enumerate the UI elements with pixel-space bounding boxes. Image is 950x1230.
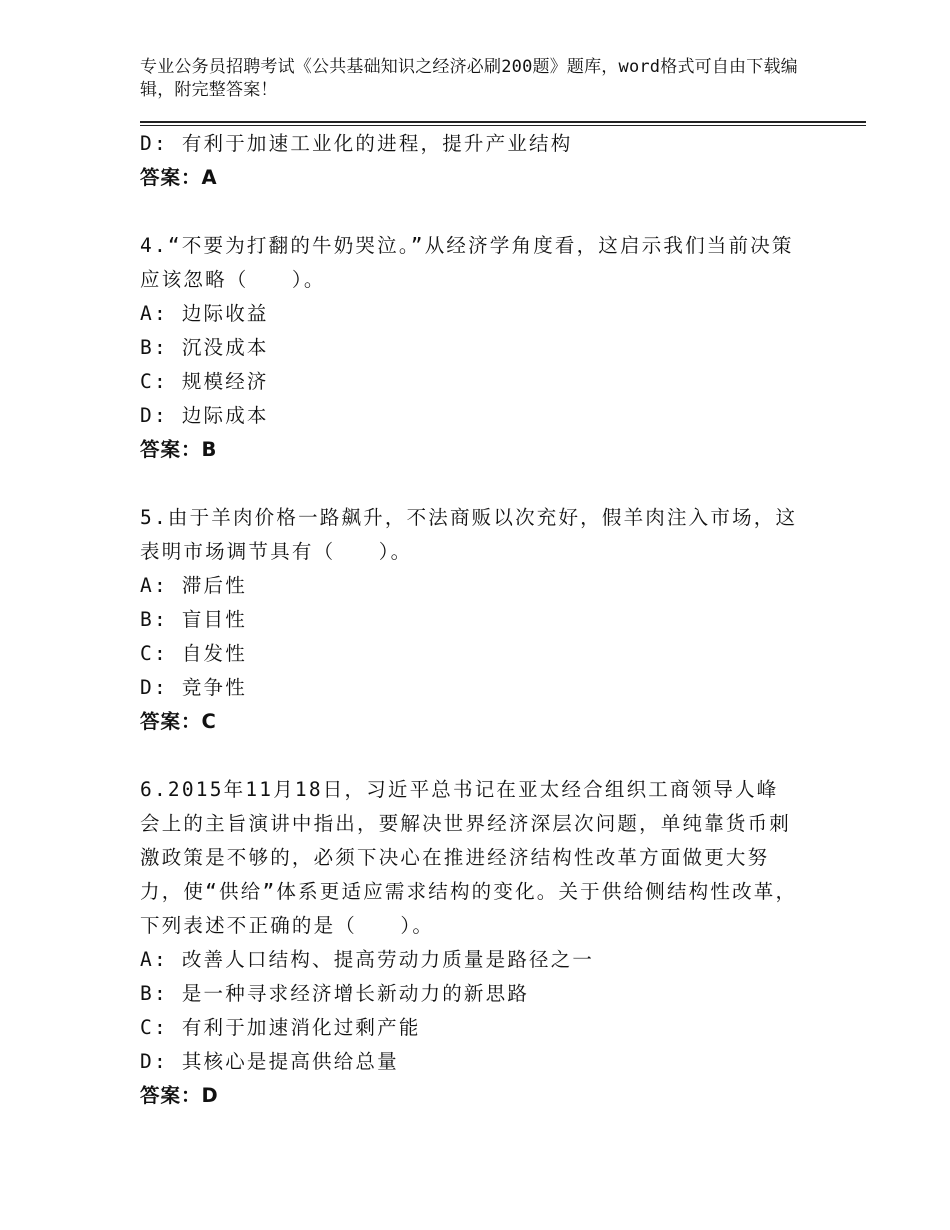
- option-d: D: 其核心是提高供给总量: [140, 1050, 399, 1073]
- answer: 答案：D: [140, 1084, 219, 1107]
- option-a: A: 滞后性: [140, 574, 247, 597]
- answer: 答案：C: [140, 710, 217, 733]
- spacer: [140, 739, 800, 773]
- question-4: [140, 229, 800, 467]
- option-c: C: 有利于加速消化过剩产能: [140, 1016, 421, 1039]
- option-b: B: 沉没成本: [140, 336, 269, 359]
- header-rule-thick: [140, 121, 866, 123]
- option-d: D: 竞争性: [140, 676, 247, 699]
- question-content: [140, 127, 800, 1113]
- option-b: B: 盲目性: [140, 608, 247, 631]
- option-c: C: 自发性: [140, 642, 247, 665]
- option-b: B: 是一种寻求经济增长新动力的新思路: [140, 982, 530, 1005]
- answer: 答案：B: [140, 438, 218, 461]
- question-stem: 5.由于羊肉价格一路飙升，不法商贩以次充好，假羊肉注入市场，这表明市场调节具有（ ）。: [140, 506, 798, 563]
- question-6: [140, 773, 800, 1113]
- header-rule-thin: [140, 125, 866, 126]
- spacer: [140, 195, 800, 229]
- question-stem: 6.2015年11月18日，习近平总书记在亚太经合组织工商领导人峰会上的主旨演讲中指出，要解决世界经济深层次问题，单纯靠货币刺激政策是不够的，必须下决心在推进经济结构性改革方面做更大努力，使“供给”体系更适应需求结构的变化。关于供给侧结构性改革，下列表述不正确的是（ ）。: [140, 778, 798, 937]
- option-a: A: 改善人口结构、提高劳动力质量是路径之一: [140, 948, 595, 971]
- option-c: C: 规模经济: [140, 370, 269, 393]
- question-stem: 4.“不要为打翻的牛奶哭泣。”从经济学角度看，这启示我们当前决策应该忽略（ ）。: [140, 234, 794, 291]
- spacer: [140, 467, 800, 501]
- page-header: 专业公务员招聘考试《公共基础知识之经济必刷200题》题库，word格式可自由下载编辑，附完整答案！: [140, 57, 798, 100]
- question-5: [140, 501, 800, 739]
- prev-answer: 答案：A: [140, 166, 218, 189]
- option-d: D: 边际成本: [140, 404, 269, 427]
- option-a: A: 边际收益: [140, 302, 269, 325]
- prev-option-d: D: 有利于加速工业化的进程，提升产业结构: [140, 132, 573, 155]
